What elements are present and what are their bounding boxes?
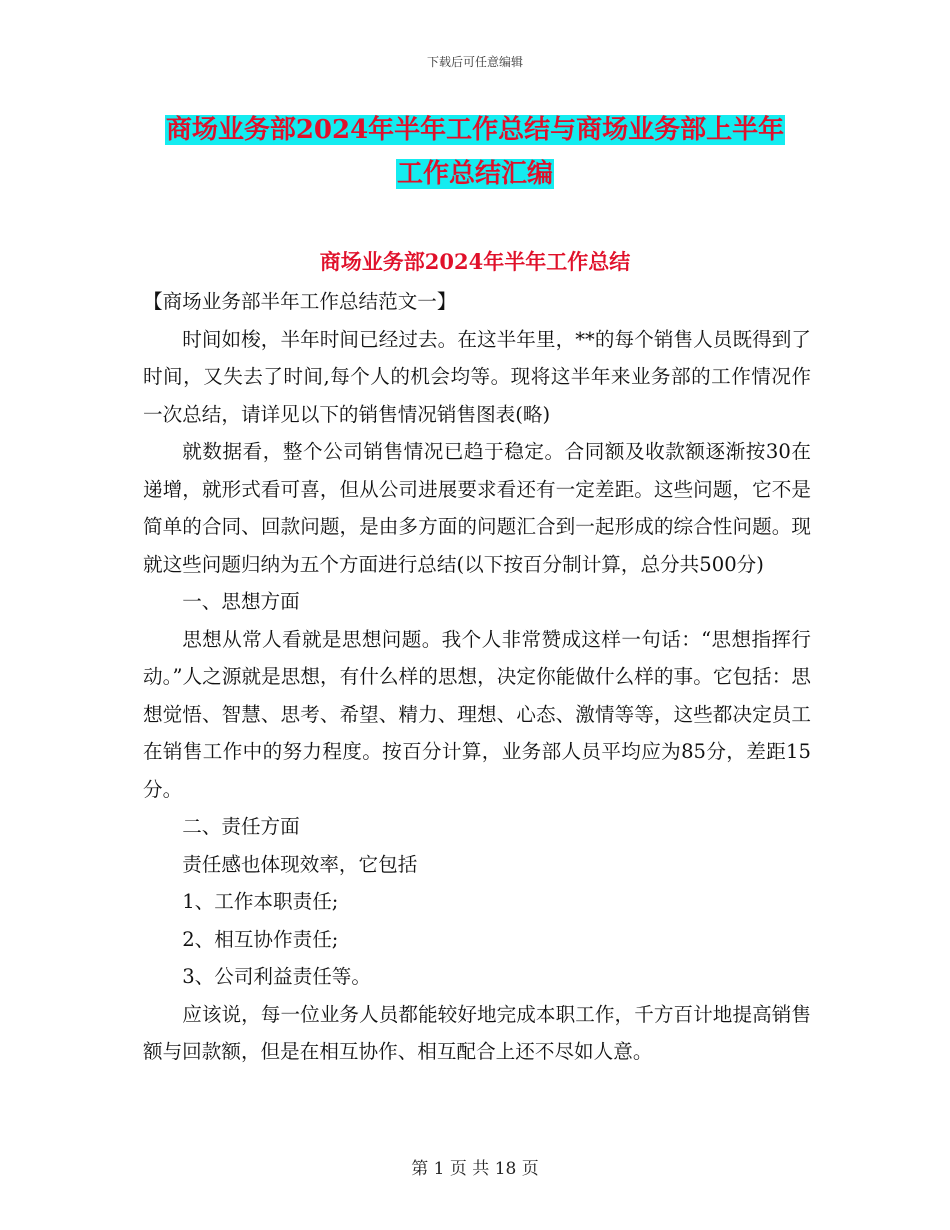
body-text [143,283,811,1071]
paragraph: 思想从常人看就是思想问题。我个人非常赞成这样一句话：“思想指挥行动。”人之源就是思想，有什么样的思想，决定你能做什么样的事。它包括：思想觉悟、智慧、思考、希望、精力、理想、心态、激情等等，这些都决定员工在销售工作中的努力程度。按百分计算，业务部人员平均应为85分，差距15分。 [143,627,811,801]
section-title: 商场业务部2024年半年工作总结 [319,249,631,274]
paragraph: 就数据看，整个公司销售情况已趋于稳定。合同额及收款额逐渐按30在递增，就形式看可喜，但从公司进展要求看还有一定差距。这些问题，它不是简单的合同、回款问题，是由多方面的问题汇合到一起形成的综合性问题。现就这些问题归纳为五个方面进行总结(以下按百分制计算，总分共500分) [143,440,811,576]
list-item: 3、公司利益责任等。 [182,965,371,988]
list-item: 2、相互协作责任; [182,927,339,951]
paragraph-heading: 【商场业务部半年工作总结范文一】 [143,290,457,313]
list-item: 1、工作本职责任; [182,890,339,913]
paragraph: 时间如梭，半年时间已经过去。在这半年里，**的每个销售人员既得到了时间，又失去了时间,每个人的机会均等。现将这半年来业务部的工作情况作一次总结，请详见以下的销售情况销售图表(略) [143,327,811,426]
section-heading-thought: 一、思想方面 [182,590,300,613]
document-title-line-1: 商场业务部2024年半年工作总结与商场业务部上半年 [165,115,785,145]
paragraph: 应该说，每一位业务人员都能较好地完成本职工作，千方百计地提高销售额与回款额，但是在相互协作、相互配合上还不尽如人意。 [143,1002,811,1063]
document-title-line-2: 工作总结汇编 [396,159,553,189]
paragraph: 责任感也体现效率，它包括 [182,852,418,876]
page-number-footer: 第 1 页 共 18 页 [411,1159,539,1179]
section-heading-responsibility: 二、责任方面 [182,815,300,838]
header-note: 下载后可任意编辑 [426,55,523,69]
document-title [0,108,950,196]
